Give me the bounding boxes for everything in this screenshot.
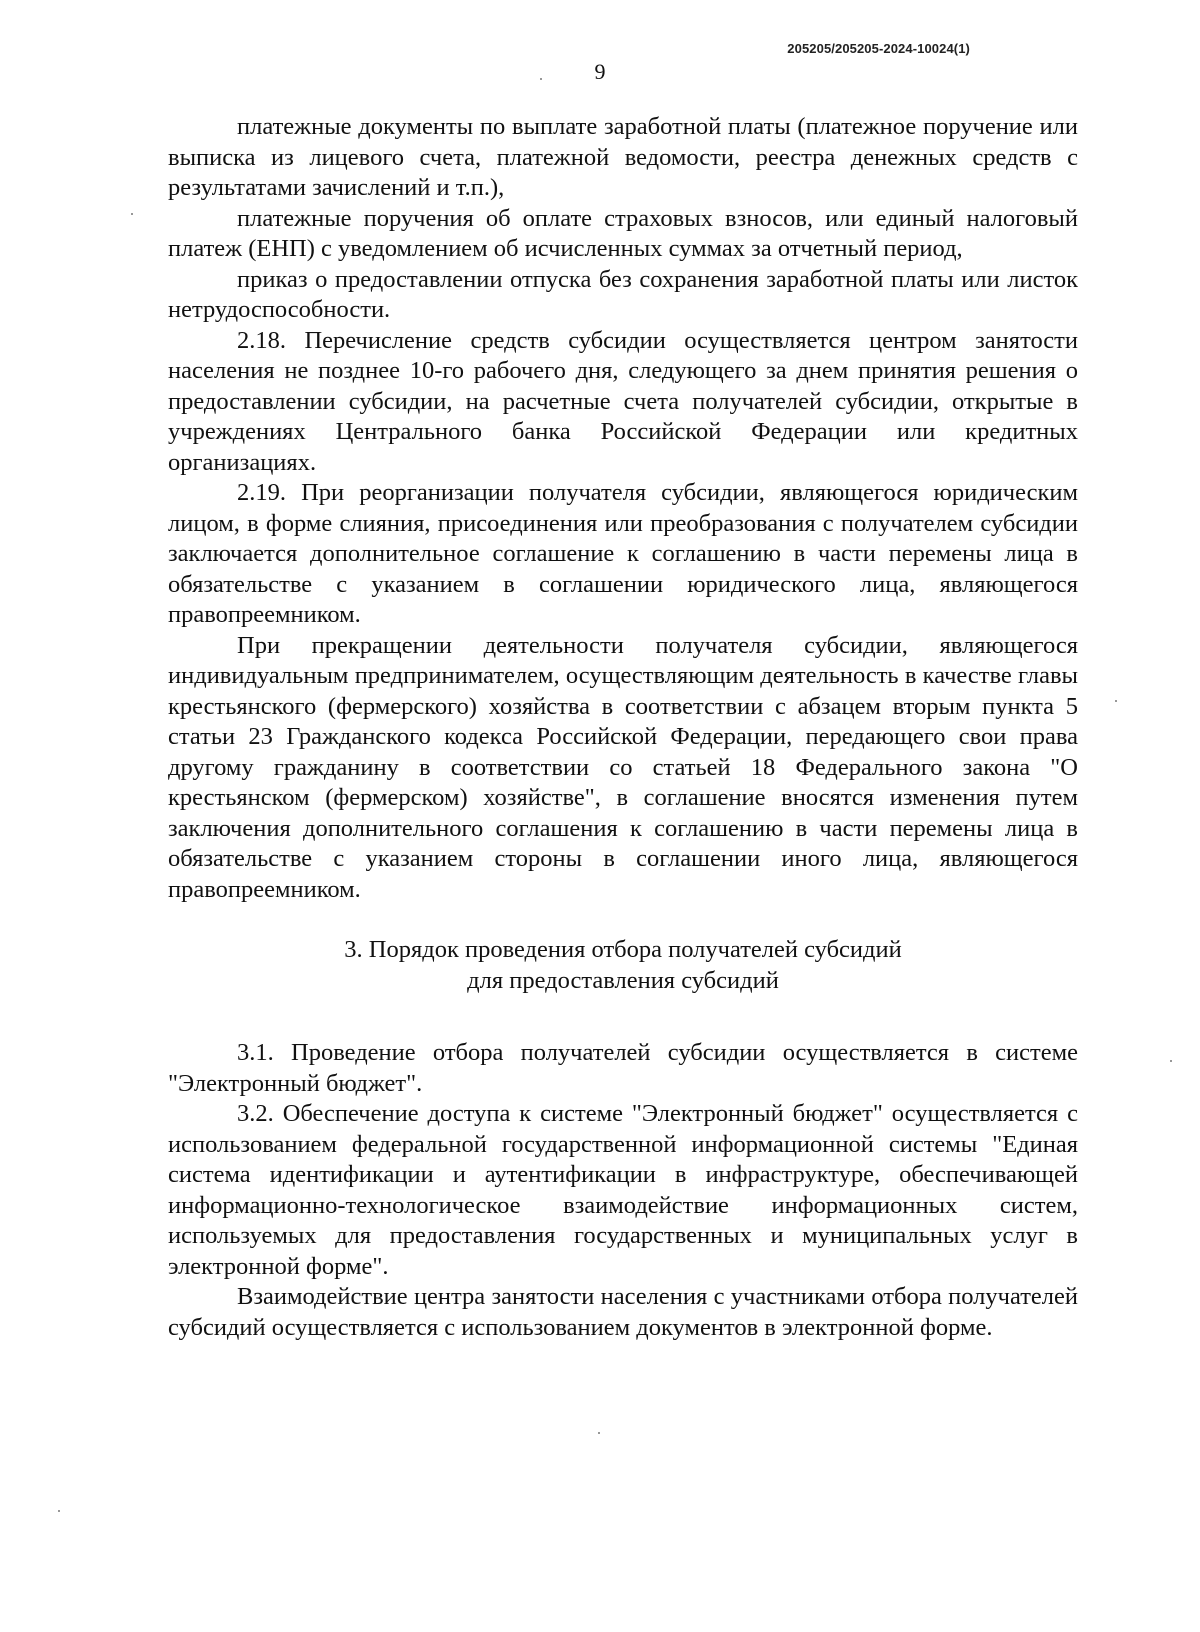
paragraph-3-1: 3.1. Проведение отбора получателей субсидии осуществляется в системе "Электронный бюджет". <box>168 1039 1078 1097</box>
section-3-heading <box>168 935 1078 996</box>
paragraph-3-2: 3.2. Обеспечение доступа к системе "Электронный бюджет" осуществляется с использованием федеральной государственной информационной системы "Единая система идентификации и аутентификации в инфраструктуре, обеспечивающей информационно-технологическое взаимодействие информационных систем, используемых для предоставления государственных и муниципальных услуг в электронной форме". <box>168 1100 1078 1280</box>
scan-speck <box>1115 700 1117 702</box>
paragraph-interaction: Взаимодействие центра занятости населения с участниками отбора получателей субсидий осуществляется с использованием документов в электронной форме. <box>168 1283 1078 1341</box>
scan-speck <box>131 213 133 215</box>
paragraph-termination: При прекращении деятельности получателя субсидии, являющегося индивидуальным предпринимателем, осуществляющим деятельность в качестве главы крестьянского (фермерского) хозяйства в соответствии с абзацем вторым пункта 5 статьи 23 Гражданского кодекса Российской Федерации, передающего свои права другому гражданину в соответствии со статьей 18 Федерального закона "О крестьянском (фермерском) хозяйстве", в соглашение вносятся изменения путем заключения дополнительного соглашения к соглашению в части перемены лица в обязательстве с указанием стороны в соглашении иного лица, являющегося правопреемником. <box>168 631 1078 903</box>
document-body <box>168 112 1078 1343</box>
scan-speck <box>540 78 542 80</box>
page-number: 9 <box>594 59 606 84</box>
document-registration-number: 205205/205205-2024-10024(1) <box>787 41 970 56</box>
paragraph-leave-order: приказ о предоставлении отпуска без сохранения заработной платы или листок нетрудоспособности. <box>168 265 1078 323</box>
scan-speck <box>598 1432 600 1434</box>
paragraph-2-18: 2.18. Перечисление средств субсидии осуществляется центром занятости населения не позднее 10-го рабочего дня, следующего за днем принятия решения о предоставлении субсидии, на расчетные счета получателей субсидии, открытые в учреждениях Центрального банка Российской Федерации или кредитных организациях. <box>168 326 1078 476</box>
paragraph-insurance-payments: платежные поручения об оплате страховых взносов, или единый налоговый платеж (ЕНП) с уведомлением об исчисленных суммах за отчетный период, <box>168 204 1078 262</box>
scan-speck <box>58 1510 60 1512</box>
paragraph-2-19: 2.19. При реорганизации получателя субсидии, являющегося юридическим лицом, в форме слияния, присоединения или преобразования с получателем субсидии заключается дополнительное соглашение к соглашению в части перемены лица в обязательстве с указанием в соглашении юридического лица, являющегося правопреемником. <box>168 479 1078 628</box>
paragraph-payroll-documents: платежные документы по выплате заработной платы (платежное поручение или выписка из лицевого счета, платежной ведомости, реестра денежных средств с результатами зачислений и т.п.), <box>168 113 1078 201</box>
section-3-heading-line-2: для предоставления субсидий <box>467 966 779 994</box>
scan-speck <box>1170 1060 1172 1062</box>
section-3-heading-line-1: 3. Порядок проведения отбора получателей субсидий <box>344 936 902 963</box>
